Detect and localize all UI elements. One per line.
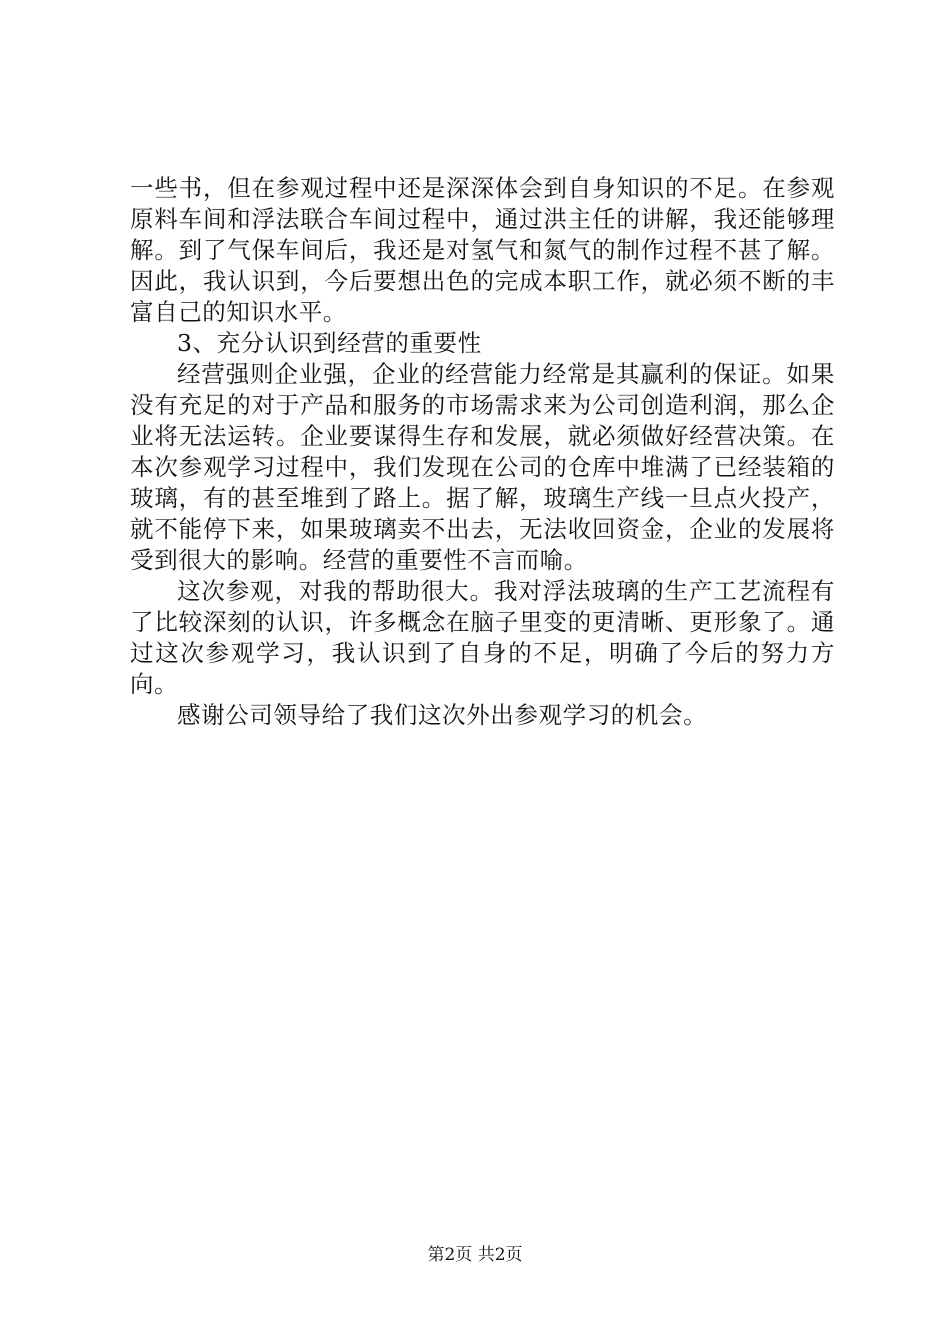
paragraph-business-importance: 经营强则企业强，企业的经营能力经常是其赢利的保证。如果没有充足的对于产品和服务的市场需求来为公司创造利润，那么企业将无法运转。企业要谋得生存和发展，就必须做好经营决策。在本次参观学习过程中，我们发现在公司的仓库中堆满了已经装箱的玻璃，有的甚至堆到了路上。据了解，玻璃生产线一旦点火投产，就不能停下来，如果玻璃卖不出去，无法收回资金，企业的发展将受到很大的影响。经营的重要性不言而喻。 (130, 360, 835, 574)
section-heading-business: 3、充分认识到经营的重要性 (177, 329, 482, 357)
page-footer (0, 1244, 950, 1266)
paragraph-thanks: 感谢公司领导给了我们这次外出参观学习的机会。 (177, 701, 708, 729)
document-body (130, 173, 835, 731)
paragraph-knowledge-continued: 一些书，但在参观过程中还是深深体会到自身知识的不足。在参观原料车间和浮法联合车间过程中，通过洪主任的讲解，我还能够理解。到了气保车间后，我还是对氢气和氮气的制作过程不甚了解。因此，我认识到，今后要想出色的完成本职工作，就必须不断的丰富自己的知识水平。 (130, 174, 835, 326)
page-number: 第2页 共2页 (427, 1245, 523, 1265)
paragraph-visit-summary: 这次参观，对我的帮助很大。我对浮法玻璃的生产工艺流程有了比较深刻的认识，许多概念在脑子里变的更清晰、更形象了。通过这次参观学习，我认识到了自身的不足，明确了今后的努力方向。 (130, 577, 835, 698)
